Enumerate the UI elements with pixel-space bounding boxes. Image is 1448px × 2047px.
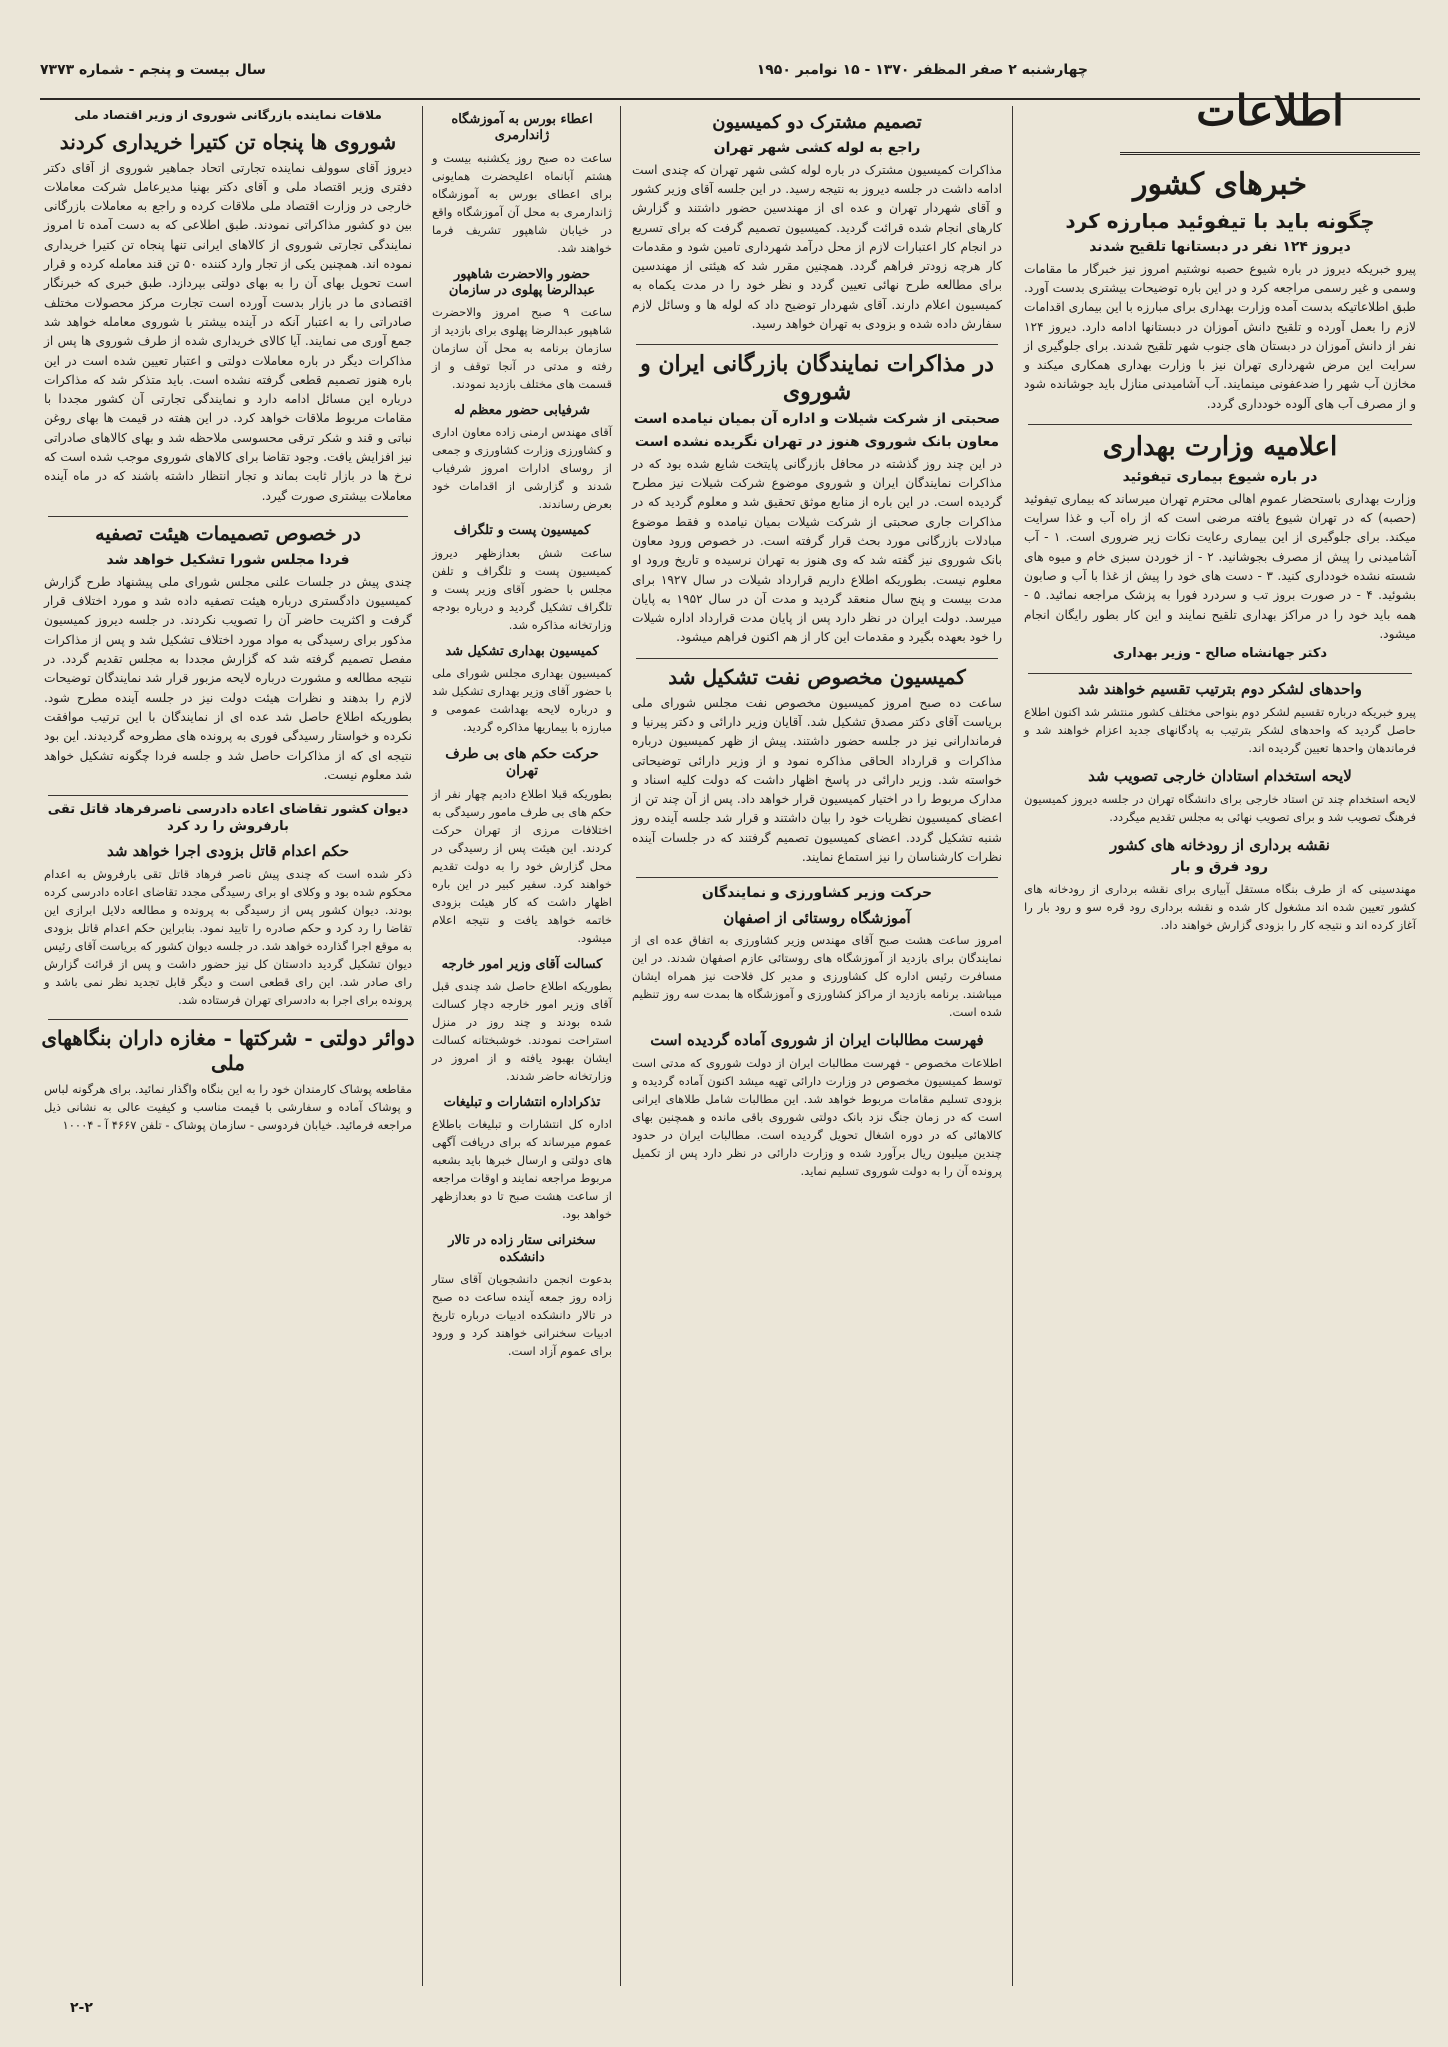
headline: در خصوص تصمیمات هیئت تصفیه: [95, 522, 361, 545]
brief-publications: [428, 1095, 616, 1223]
headline: کمیسیون مخصوص نفت تشکیل شد: [668, 664, 966, 689]
headline: اعطاء بورس به آموزشگاه ژاندارمری: [451, 112, 593, 144]
column-divider: [1012, 106, 1013, 1986]
headline: واحدهای لشکر دوم بترتیب تقسیم خواهند شد: [1078, 680, 1362, 699]
article-river-mapping: [1020, 836, 1420, 935]
headline: در مذاکرات نمایندگان بازرگانی ایران و شوروی: [640, 351, 994, 405]
subheadline: در باره شیوع بیماری تیفوئید: [1122, 468, 1318, 485]
article-body: لایحه استخدام چند تن استاد خارجی برای دانشگاه تهران در جلسه دیروز کمیسیون فرهنگ تصویب شد و برای تصویب نهائی به مجلس تقدیم میگردد.: [1024, 791, 1416, 824]
article-agriculture-minister: [628, 884, 1006, 1021]
divider: [1028, 673, 1412, 674]
subheadline: دیوان کشور تقاضای اعاده دادرسی ناصرفرهاد قاتل تقی بارفروش را رد کرد: [47, 802, 409, 835]
article-body: مهندسینی که از طرف بنگاه مستقل آبیاری برای نقشه برداری از رودخانه های کشور تعیین شده اند مشغول کار شده و نقشه برداری رود قره سو و رود بار را آغاز کرده اند و نتیجه کار را بزودی گزارش خواهند داد.: [1024, 882, 1416, 933]
subheadline: حرکت وزیر کشاورزی و نمایندگان: [701, 885, 933, 902]
headline: کمیسیون بهداری تشکیل شد: [445, 643, 599, 659]
column-center-left: [428, 106, 616, 1996]
headline: خبرهای کشور: [1132, 167, 1308, 202]
article-body: چندی پیش در جلسات علنی مجلس شورای ملی پیشنهاد طرح گزارش کمیسیون دادگستری درباره هیئت تصفیه داده شد و مورد اختلاف قرار گرفت و اکثریت حاضر آن را تصویب نکردند. در جلسه دیروز کمیسیون مذکور برای رسیدگی به مواد مورد اختلاف تشکیل شد و پس از مذاکرات مفصل تصمیم گرفته شد که گزارش مجددا به مجلس تقدیم گردد. در نتیجه مطالعه و مشورت درباره لایحه مزبور قرار شد نمایندگان توضیحات لازم را بدهند و نظرات هیئت دولت نیز در جلسه آینده مطرح شود. بطوریکه اطلاع حاصل شد عده ای از نمایندگان با این ترتیب موافقت نکرده و خواستار رسیدگی فوری به پرونده های مطروحه گردیدند. این بود نتیجه ای که از مذاکرات حاصل شد و جلسه فردا چگونه تشکیل خواهد شد معلوم نیست.: [44, 574, 412, 782]
headline: شرفیابی حضور معظم له: [454, 403, 590, 418]
subheadline: دیروز ۱۲۴ نفر در دبستانها تلقیح شدند: [1089, 238, 1351, 255]
subheadline: چگونه باید با تیفوئید مبارزه کرد: [1065, 208, 1375, 233]
headline: کمیسیون پست و تلگراف: [453, 523, 591, 539]
masthead-rule: [1120, 152, 1420, 155]
article-court-verdict: [40, 802, 416, 1009]
page-code: ۲-۲: [70, 2000, 93, 2016]
headline: اعلامیه وزارت بهداری: [1102, 432, 1338, 463]
article-body: بطوریکه اطلاع حاصل شد چندی قبل آقای وزیر امور خارجه دچار کسالت شده بودند و چند روز در منزل استراحت نمودند. خوشبختانه کسالت ایشان بهبود یافته و از امروز در وزارتخانه حاضر شدند.: [432, 979, 612, 1083]
article-claims-list: [628, 1031, 1006, 1180]
article-purge-board: [40, 523, 416, 785]
article-joint-commission: [628, 112, 1006, 334]
headline: حضور والاحضرت شاهپور عبدالرضا پهلوی در سازمان: [448, 266, 596, 298]
headline: کسالت آقای وزیر امور خارجه: [441, 956, 603, 972]
article-body: ذکر شده است که چندی پیش ناصر فرهاد قاتل تقی بارفروش به اعدام محکوم شده بود و وکلای او برای رسیدگی مجدد تقاضای اعاده دادرسی کرده بودند. دیوان کشور پس از رسیدگی به پرونده و مطالعه دلایل ابرازی این تقاضا را رد کرد و حکم صادره را تایید نمود. بنابراین حکم اعدام قاتل بزودی به موقع اجرا گذارده خواهد شد. در جلسه دیوان کشور که بریاست آقای رئیس دیوان تشکیل گردید دادستان کل نیز حضور داشت و پس از قرائت گزارش رای صادر شد. این رای قطعی است و دیگر قابل تجدید نظر نمی باشد و پرونده برای اجرا به دادسرای تهران فرستاده شد.: [44, 866, 412, 1007]
article-army-division: [1020, 680, 1420, 757]
headline: حرکت حکم های بی طرف تهران: [445, 745, 599, 780]
masthead-logo: اطلاعات: [1196, 86, 1344, 135]
column-right: [1020, 160, 1420, 2000]
article-body: وزارت بهداری باستحضار عموم اهالی محترم تهران میرساند که بیماری تیفوئید (حصبه) که در تهران شیوع یافته مرضی است که از راه آب و غذا سرایت میکند. برای جلوگیری از این بیماری رعایت نکات زیر ضروری است. ۱ - آب آشامیدنی را پیش از مصرف بجوشانید. ۲ - از خوردن سبزی خام و میوه های شسته نشده خودداری کنید. ۳ - دست های خود را پیش از غذا با آب و صابون بشوئید. ۴ - در صورت بروز تب و سردرد فورا به پزشک مراجعه نمائید. ۵ - همه باید خود را در مراکز بهداری تلقیح نمایند و این کار بطور رایگان انجام میشود.: [1024, 491, 1417, 641]
brief-foreign-minister: [428, 957, 616, 1085]
column-center-right: [628, 106, 1006, 1996]
column-left: [40, 106, 416, 1996]
headline: نقشه برداری از رودخانه های کشور: [1110, 835, 1330, 854]
headline: شوروی ها پنجاه تن کتیرا خریداری کردند: [59, 129, 397, 154]
headline: تصمیم مشترک دو کمیسیون: [712, 112, 922, 133]
brief-arbitrators: [428, 746, 616, 947]
advertisement: [40, 1026, 416, 1134]
brief-gendarmerie: [428, 112, 616, 257]
article-body: در این چند روز گذشته در محافل بازرگانی پایتخت شایع شده بود که در مذاکرات نمایندگان ایران و شوروی موضوع شرکت شیلات نیز مطرح گردیده است. در این باره از منابع موثق تحقیق شد و معلوم گردید که در مذاکرات جاری صحبتی از شرکت شیلات بمیان نیامده و فقط موضوع مبادلات بازرگانی مورد بحث قرار گرفته است. در خصوص ورود معاون بانک شوروی نیز گفته شد که وی هنوز به تهران نرسیده و تاریخ ورود او معلوم نیست. بطوریکه اطلاع داریم قرارداد شیلات در سال ۱۹۲۷ برای مدت بیست و پنج سال منعقد گردید و مدت آن در سال ۱۹۵۲ به پایان میرسد. دولت ایران در نظر دارد پس از پایان مدت قرارداد اداره شیلات را خود بعهده بگیرد و مقدمات این کار از هم اکنون فراهم میشود.: [632, 456, 1002, 645]
subheadline: فردا مجلس شورا تشکیل خواهد شد: [106, 551, 350, 568]
headline: حکم اعدام قاتل بزودی اجرا خواهد شد: [106, 841, 349, 860]
brief-health-commission: [428, 644, 616, 736]
article-national-news: [1020, 166, 1420, 414]
article-health-ministry: [1020, 431, 1420, 663]
article-body: مذاکرات کمیسیون مشترک در باره لوله کشی شهر تهران که چندی است ادامه داشت در جلسه دیروز به نتیجه رسید. در این جلسه آقای وزیر کشور و آقای شهردار تهران و عده ای از مهندسین حضور داشتند و گزارش کارهای انجام شده قرائت گردید. کمیسیون تصمیم گرفت که برای تسریع در انجام کار اعتبارات لازم از محل درآمد شهرداری تامین شود و مقدمات کار هرچه زودتر فراهم گردد. همچنین مقرر شد که هیئتی از مهندسین برای مطالعه طرح نهائی تعیین گردد و نظر خود را در مدت یکماه به کمیسیون اعلام دارند. آقای شهردار توضیح داد که لوله ها و وسائل لازم سفارش داده شده و بزودی به تهران خواهد رسید.: [632, 162, 1002, 332]
article-body: کمیسیون بهداری مجلس شورای ملی با حضور آقای وزیر بهداری تشکیل شد و درباره لایحه بهداشت عمومی و مبارزه با بیماریها مذاکره گردید.: [432, 665, 612, 734]
brief-lecture: [428, 1233, 616, 1360]
header-rule: [40, 98, 1420, 100]
headline: فهرست مطالبات ایران از شوروی آماده گردیده است: [650, 1031, 984, 1050]
article-body: بدعوت انجمن دانشجویان آقای ستار زاده روز جمعه آینده ساعت ده صبح در تالار دانشکده ادبیات درباره تاریخ ادبیات سخنرانی خواهند کرد و ورود برای عموم آزاد است.: [432, 1271, 612, 1358]
article-iran-soviet-trade: [628, 351, 1006, 647]
article-oil-commission: [628, 665, 1006, 868]
headline: آموزشگاه روستائی از اصفهان: [723, 908, 911, 927]
divider: [48, 795, 408, 796]
signature: دکتر جهانشاه صالح - وزیر بهداری: [1112, 646, 1328, 662]
divider: [1028, 424, 1412, 425]
article-body: ساعت ۹ صبح امروز والاحضرت شاهپور عبدالرضا پهلوی برای بازدید از سازمان برنامه به محل آن سازمان رفته و مدتی در آنجا توقف و از قسمت های مختلف بازدید نمودند.: [432, 305, 612, 391]
subheadline: رود فرق و بار: [1171, 859, 1269, 876]
article-tragacanth: [40, 108, 416, 506]
brief-post-commission: [428, 523, 616, 633]
article-foreign-professors: [1020, 767, 1420, 826]
brief-audience: [428, 403, 616, 513]
year-issue: سال بیست و پنجم - شماره ۷۳۷۳: [40, 62, 266, 78]
subheadline: معاون بانک شوروی هنوز در تهران نگریده نشده است: [634, 433, 1000, 450]
divider: [636, 877, 998, 878]
article-body: ساعت شش بعدازظهر دیروز کمیسیون پست و تلگراف و تلفن مجلس با حضور آقای وزیر پست و تلگراف تشکیل گردید و درباره بودجه وزارتخانه مذاکره شد.: [432, 545, 612, 632]
divider: [48, 1019, 408, 1020]
divider: [48, 516, 408, 517]
headline: تذکراداره انتشارات و تبلیغات: [443, 1095, 601, 1110]
ad-body: مقاطعه پوشاک کارمندان خود را به این بنگاه واگذار نمائید. برای هرگونه لباس و پوشاک آماده و سفارشی با قیمت مناسب و کیفیت عالی به نشانی ذیل مراجعه فرمائید. خیابان فردوسی - سازمان پوشاک - تلفن ۴۶۶۷ آ - ۱۰۰۰۴: [44, 1081, 412, 1132]
divider: [636, 344, 998, 345]
article-body: امروز ساعت هشت صبح آقای مهندس وزیر کشاورزی به اتفاق عده ای از نمایندگان برای بازدید از آموزشگاه های روستائی عازم اصفهان شدند. در این مسافرت رئیس اداره کل کشاورزی و مدیر کل فلاحت نیز همراه ایشان میباشند. برنامه بازدید از مراکز کشاورزی و آموزشگاه ها بمدت سه روز تنظیم شده است.: [632, 933, 1002, 1020]
subheadline: راجع به لوله کشی شهر تهران: [713, 139, 921, 156]
ad-title: دوائر دولتی - شرکتها - مغازه داران بنگاههای ملی: [41, 1025, 415, 1075]
article-body: ساعت ده صبح امروز کمیسیون مخصوص نفت مجلس شورای ملی بریاست آقای دکتر مصدق تشکیل شد. آقایان وزیر دارائی و دکتر پیرنیا و فرماندارانی نیز در جلسه حضور داشتند. پیش از ظهر کمیسیون درباره مذاکرات و قرارداد الحاقی مذاکره نمود و از وزیر دارائی توضیحاتی خواسته شد. وزیر دارائی در پاسخ اظهار داشت که دولت کلیه اسناد و مدارک مربوط را در اختیار کمیسیون قرار خواهد داد. پس از آن چند تن از اعضای کمیسیون نظریات خود را بیان داشتند و قرار شد جلسه آینده روز شنبه تشکیل گردد. اعضای کمیسیون تصمیم گرفتند که در جلسات آینده نظرات کارشناسان را نیز استماع نمایند.: [632, 695, 1002, 865]
article-body: دیروز آقای سوولف نماینده تجارتی اتحاد جماهیر شوروی از آقای دکتر دفتری وزیر اقتصاد ملی و آقای دکتر بهنیا مدیرعامل شرکت معاملات خارجی در وزارت اقتصاد ملی ملاقات کرده و راجع به معاملات بازرگانی بین دو کشور مذاکراتی نمودند. طبق اطلاعی که به دست آمده تا امروز نمایندگی تجارتی شوروی از کالاهای ایرانی تنها پنجاه تن کتیرا خریداری نموده اند. همچنین یکی از تجار وارد کننده ۵۰ تن قند معامله کرده و قرار است تحویل بهای آن را به بهای دولتی بپردازد. طبق خبری که خبرنگار اقتصادی ما در بازار بدست آورده است تجارت مرکز محصولات مختلف صادراتی را به اعتبار آنکه در آینده بیشتر با شوروی معامله خواهد شد جمع آوری می نمایند. آیا کالای خریداری شده از طرف شوروی ها پس از مذاکرات دیگر در باره معاملات دولتی و اعتبار تعیین شده است در این باره هنوز تصمیم قطعی گرفته نشده است. باید متذکر شد که مذاکرات درباره این مسائل ادامه دارد و نمایندگی تجارتی آن کشور مجددا با مقامات مربوط ملاقات خواهد کرد. در این هفته در قیمت ها بهای روغن نباتی و قند و شکر ترقی محسوسی ملاحظه شد و بهای کالاهای صادراتی نیز افزایش یافت. وجود تقاضا برای کالاهای شوروی موجب شده است که نرخ ها در بازار ثابت بماند و تجار انتظار داشته باشند که در ماه آینده معاملات بیشتری صورت گیرد.: [44, 160, 412, 503]
column-divider: [422, 106, 423, 1986]
article-body: اداره کل انتشارات و تبلیغات باطلاع عموم میرساند که برای دریافت آگهی های دولتی و ارسال خبرها باید بشعبه مربوط مراجعه نمایند و اوقات مراجعه از ساعت هشت صبح تا دو بعدازظهر خواهد بود.: [432, 1117, 612, 1222]
page-header: [40, 52, 1088, 94]
article-body: پیرو خبریکه دیروز در باره شیوع حصبه نوشتیم امروز نیز خبرگار ما مقامات وسمی و غیر رسمی مراجعه کرد و در این باره توضیحات بیشتری بدست آورد. طبق اطلاعاتیکه بدست آمده وزارت بهداری برای مبارزه با این بیماری اقدامات لازم را بعمل آورده و تلقیح دانش آموزان در دبستانها ادامه دارد. دیروز ۱۲۴ نفر از دانش آموزان در دبستان های جنوب شهر تلقیح شدند. برای جلوگیری از سرایت این مرض شهرداری تهران نیز با وزارت بهداری همکاری میکند و مخازن آب شهر را ضدعفونی مینمایند. آب آشامیدنی منازل باید جوشانده شود و از مصرف آب های آلوده خودداری گردد.: [1024, 261, 1416, 411]
article-body: ساعت ده صبح روز یکشنبه بیست و هشتم آبانماه اعلیحضرت همایونی برای اعطای بورس به آموزشگاه ژاندارمری به محل آن آموزشگاه واقع در خیابان شاهپور تشریف فرما خواهند شد.: [432, 150, 612, 255]
article-body: بطوریکه قبلا اطلاع دادیم چهار نفر از حکم های بی طرف مامور رسیدگی به اختلافات مرزی از تهران حرکت کردند. این هیئت پس از رسیدگی در محل گزارش خود را به دولت تقدیم خواهند کرد. سفیر کبیر در این باره اظهار داشت که کار هیئت بزودی خاتمه خواهد یافت و نتیجه اعلام میشود.: [432, 786, 612, 945]
subheadline: صحبتی از شرکت شیلات و اداره آن بمیان نیامده است: [633, 411, 1001, 428]
brief-prince-visit: [428, 267, 616, 394]
issue-date: چهارشنبه ۲ صفر المظفر ۱۳۷۰ - ۱۵ نوامبر ۱۹۵۰: [756, 62, 1088, 78]
column-divider: [620, 106, 621, 1986]
article-body: پیرو خبریکه درباره تقسیم لشکر دوم بنواحی مختلف کشور منتشر شد اکنون اطلاع حاصل گردید که واحدهای لشکر بترتیب به پادگانهای جدید اعزام خواهند شد و فرماندهان واحدها تعیین گردیده اند.: [1024, 704, 1416, 755]
headline: لایحه استخدام استادان خارجی تصویب شد: [1088, 766, 1352, 785]
article-body: آقای مهندس ارمنی زاده معاون اداری و کشاورزی وزارت کشاورزی و جمعی از روسای ادارات امروز شرفیاب شدند و گزارشی از اقدامات خود بعرض رساندند.: [432, 425, 612, 512]
subheadline: ملاقات نماینده بازرگانی شوروی از وزیر اقتصاد ملی: [74, 108, 382, 122]
divider: [636, 658, 998, 659]
headline: سخنرانی ستار زاده در تالار دانشکده: [448, 1233, 596, 1265]
article-body: اطلاعات مخصوص - فهرست مطالبات ایران از دولت شوروی که مدتی است توسط کمیسیون مخصوص در وزارت دارائی تهیه میشد اکنون آماده گردیده و بزودی تسلیم مقامات مربوط خواهد شد. این مطالبات شامل طلاهای ایرانی است که در زمان جنگ نزد بانک دولتی شوروی باقی مانده و همچنین بهای کالاهائی که در دوره اشغال تحویل گردیده است. مطالبات ایران در حدود چندین میلیون ریال برآورد شده و وزارت دارائی در نظر دارد پس از تکمیل پرونده آن را به دولت شوروی تسلیم نماید.: [632, 1056, 1002, 1179]
